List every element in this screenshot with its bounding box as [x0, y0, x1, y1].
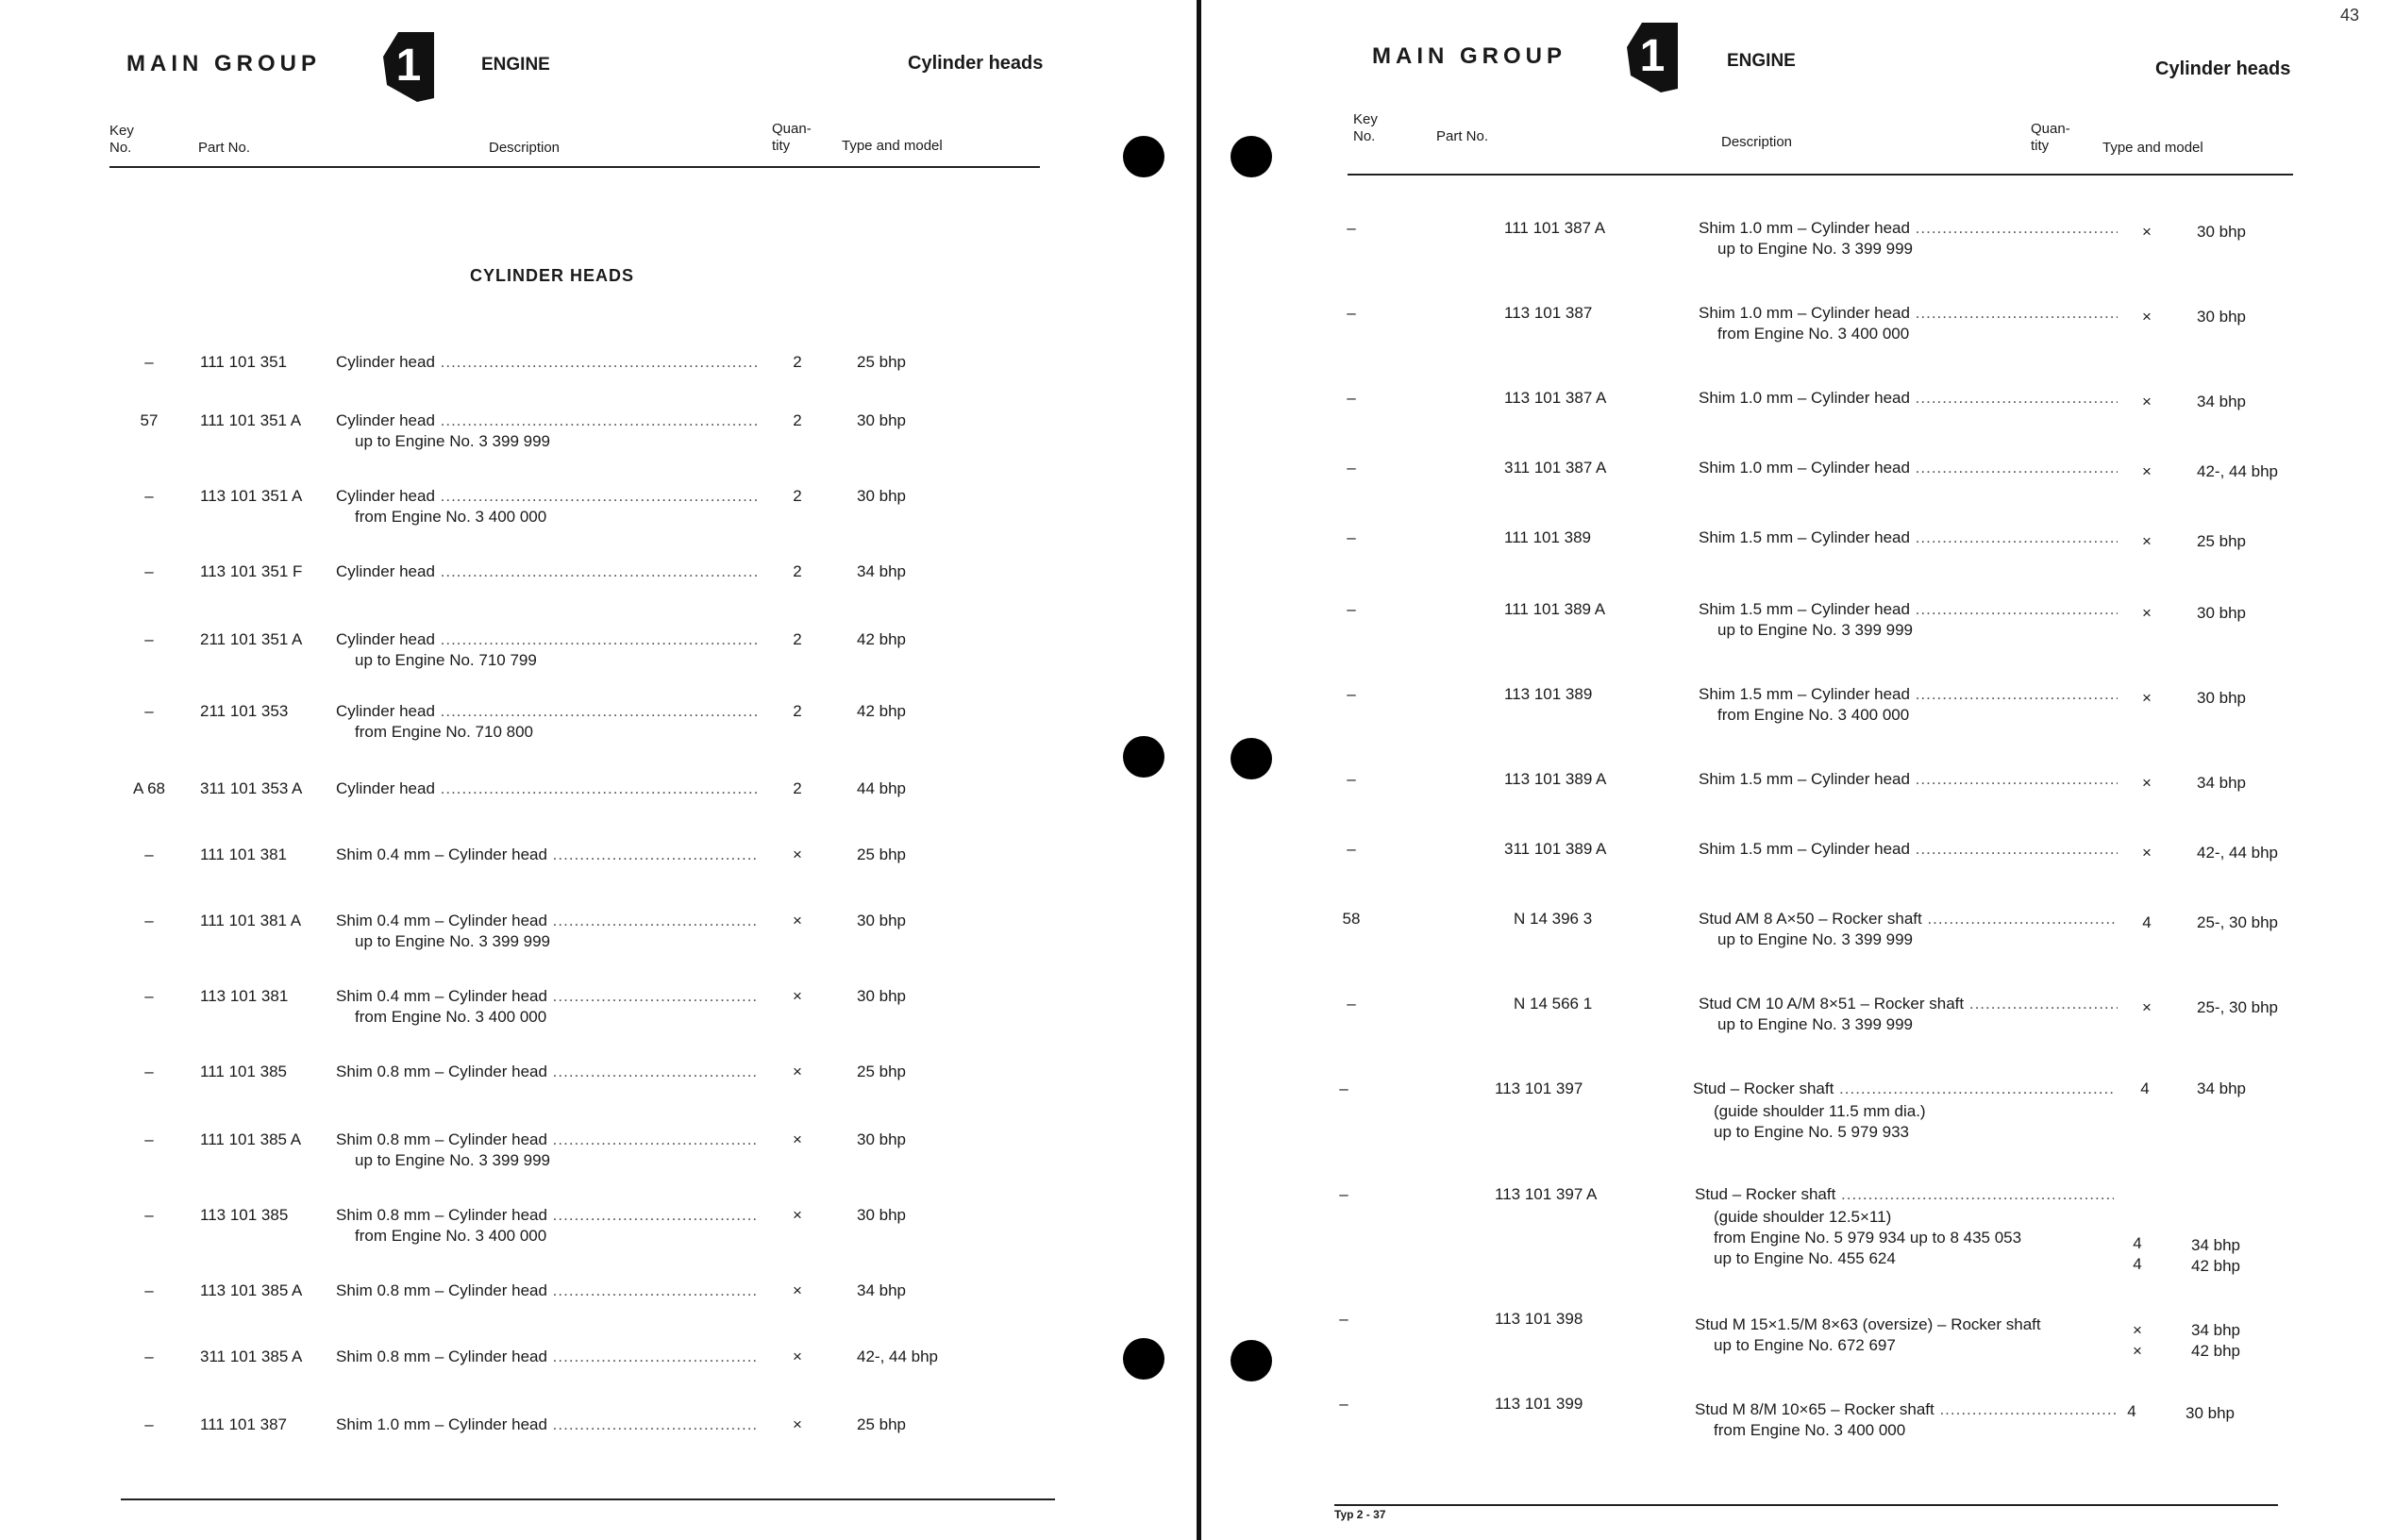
key-no: – — [1347, 600, 1356, 618]
part-no: 113 101 389 A — [1504, 770, 1607, 788]
group-name: ENGINE — [1727, 51, 1796, 71]
type-model: 30 bhp — [857, 987, 906, 1005]
quantity: × — [793, 1206, 802, 1224]
part-no: 211 101 353 — [200, 702, 289, 720]
quantity: × — [2142, 774, 2152, 792]
punch-hole — [1123, 136, 1164, 177]
table-row — [123, 1130, 1066, 1206]
type-model: 25 bhp — [857, 845, 906, 863]
quantity: 4 — [2133, 1234, 2142, 1252]
group-number-badge — [379, 28, 438, 104]
description-note: from Engine No. 3 400 000 — [355, 1008, 547, 1026]
part-no: 111 101 385 — [200, 1063, 288, 1080]
type-model: 42-, 44 bhp — [857, 1348, 939, 1365]
table-row — [1347, 840, 2297, 915]
page-fold — [1197, 0, 1201, 1540]
description: Shim 1.0 mm – Cylinder head ..... — [1699, 304, 2118, 323]
main-group-title: MAIN GROUP — [1372, 43, 1566, 69]
group-number: 1 — [395, 41, 422, 91]
key-no: – — [144, 702, 154, 720]
table-row — [123, 845, 1066, 921]
key-no: – — [144, 1415, 154, 1433]
table-row — [123, 1206, 1066, 1281]
description: Shim 1.0 mm – Cylinder head ..... — [1699, 459, 2118, 477]
table-row — [1347, 459, 2297, 534]
quantity: × — [793, 845, 802, 863]
col-type-model: Type and model — [842, 138, 943, 154]
quantity: 4 — [2140, 1080, 2150, 1097]
col-part-no: Part No. — [1436, 128, 1489, 144]
quantity: × — [2142, 223, 2152, 241]
key-no: – — [1339, 1310, 1348, 1328]
table-row — [1347, 685, 2297, 761]
type-model: 30 bhp — [857, 411, 906, 429]
quantity: 4 — [2133, 1255, 2142, 1273]
col-type-model: Type and model — [2102, 140, 2203, 156]
part-no: 113 101 399 — [1495, 1395, 1583, 1413]
key-no: – — [144, 1206, 154, 1224]
type-model: 30 bhp — [857, 1130, 906, 1148]
type-model: 34 bhp — [2197, 774, 2246, 792]
description-note: up to Engine No. 455 624 — [1714, 1249, 1896, 1267]
part-no: 113 101 387 — [1504, 304, 1593, 322]
type-model: 34 bhp — [2191, 1236, 2240, 1254]
type-model: 25 bhp — [857, 1415, 906, 1433]
description: Cylinder head ..... — [336, 411, 757, 430]
table-row — [123, 1281, 1066, 1357]
quantity: × — [2142, 689, 2152, 707]
table-row — [1347, 995, 2297, 1070]
description-note: (guide shoulder 12.5×11) — [1714, 1208, 1892, 1226]
description: Stud M 8/M 10×65 – Rocker shaft ..... — [1695, 1400, 2116, 1419]
description-note: up to Engine No. 3 399 999 — [1717, 240, 1913, 258]
description-note: up to Engine No. 3 399 999 — [1717, 1015, 1913, 1033]
type-model: 25 bhp — [857, 353, 906, 371]
section-name: Cylinder heads — [2155, 59, 2291, 79]
quantity: × — [2142, 532, 2152, 550]
type-model: 42 bhp — [857, 702, 906, 720]
key-no: – — [144, 845, 154, 863]
punch-hole — [1123, 1338, 1164, 1380]
type-model: 30 bhp — [857, 912, 906, 929]
description: Cylinder head ..... — [336, 562, 757, 581]
type-model: 30 bhp — [2197, 689, 2246, 707]
description: Shim 1.5 mm – Cylinder head ..... — [1699, 685, 2118, 704]
type-model: 42-, 44 bhp — [2197, 462, 2279, 480]
description-note: up to Engine No. 3 399 999 — [355, 1151, 550, 1169]
part-no: 111 101 387 A — [1504, 219, 1606, 237]
part-no: 113 101 385 A — [200, 1281, 303, 1299]
part-no: 113 101 351 A — [200, 487, 303, 505]
table-row — [1347, 528, 2297, 604]
table-row — [123, 562, 1066, 638]
type-model: 34 bhp — [857, 1281, 906, 1299]
type-model: 44 bhp — [857, 779, 906, 797]
description: Stud – Rocker shaft ..... — [1693, 1080, 2114, 1098]
part-no: 311 101 389 A — [1504, 840, 1607, 858]
left-page — [0, 0, 1197, 1540]
part-no: 211 101 351 A — [200, 630, 303, 648]
key-no: – — [144, 1348, 154, 1365]
quantity: × — [793, 1130, 802, 1148]
type-model: 30 bhp — [857, 487, 906, 505]
col-description: Description — [1721, 134, 1793, 150]
description: Cylinder head ..... — [336, 487, 757, 506]
description: Shim 0.8 mm – Cylinder head ..... — [336, 1281, 757, 1300]
type-model: 30 bhp — [2197, 223, 2246, 241]
description-note: (guide shoulder 11.5 mm dia.) — [1714, 1102, 1926, 1120]
type-model: 42 bhp — [857, 630, 906, 648]
quantity: × — [793, 1281, 802, 1299]
key-no: – — [1347, 685, 1356, 703]
key-no: – — [1347, 528, 1356, 546]
description-note: from Engine No. 3 400 000 — [1717, 325, 1910, 343]
description-note: from Engine No. 710 800 — [355, 723, 534, 741]
header-rule — [109, 166, 1040, 168]
description: Shim 0.8 mm – Cylinder head ..... — [336, 1206, 757, 1225]
footer-rule — [1334, 1504, 2278, 1506]
type-model: 42 bhp — [2191, 1342, 2240, 1360]
quantity: × — [2142, 604, 2152, 622]
quantity: 2 — [793, 702, 802, 720]
description-note: from Engine No. 5 979 934 up to 8 435 053 — [1714, 1229, 2022, 1247]
key-no: – — [144, 487, 154, 505]
table-row — [1339, 1310, 2297, 1366]
col-part-no: Part No. — [198, 140, 251, 156]
part-no: 111 101 385 A — [200, 1130, 302, 1148]
col-description: Description — [489, 140, 561, 156]
table-row — [1347, 770, 2297, 845]
part-no: 113 101 381 — [200, 987, 289, 1005]
part-no: 113 101 389 — [1504, 685, 1593, 703]
part-no: N 14 396 3 — [1514, 910, 1593, 928]
header-rule — [1348, 174, 2293, 176]
description-note: up to Engine No. 3 399 999 — [355, 432, 550, 450]
col-quantity: Quan- tity — [2031, 121, 2070, 154]
quantity: 2 — [793, 487, 802, 505]
description: Shim 1.5 mm – Cylinder head ..... — [1699, 600, 2118, 619]
description-note: from Engine No. 3 400 000 — [355, 508, 547, 526]
key-no: – — [144, 1281, 154, 1299]
key-no: – — [1339, 1395, 1348, 1413]
type-model: 30 bhp — [2186, 1404, 2235, 1422]
quantity: × — [2133, 1321, 2142, 1339]
quantity: × — [2142, 308, 2152, 326]
description-note: up to Engine No. 672 697 — [1714, 1336, 1896, 1354]
part-no: N 14 566 1 — [1514, 995, 1593, 1013]
quantity: 2 — [793, 630, 802, 648]
quantity: 4 — [2127, 1402, 2136, 1420]
table-row — [123, 411, 1066, 487]
part-no: 113 101 385 — [200, 1206, 289, 1224]
table-row — [123, 487, 1066, 562]
table-row — [123, 1415, 1066, 1491]
description: Stud AM 8 A×50 – Rocker shaft ..... — [1699, 910, 2118, 929]
page-number: 43 — [2340, 6, 2360, 25]
key-no: – — [1339, 1185, 1348, 1203]
type-model: 34 bhp — [2191, 1321, 2240, 1339]
description: Stud – Rocker shaft ..... — [1695, 1185, 2114, 1204]
quantity: 4 — [2142, 913, 2152, 931]
description: Shim 0.8 mm – Cylinder head ..... — [336, 1348, 757, 1366]
key-no: – — [144, 630, 154, 648]
description: Shim 1.0 mm – Cylinder head ..... — [1699, 219, 2118, 238]
type-model: 30 bhp — [2197, 308, 2246, 326]
type-model: 30 bhp — [2197, 604, 2246, 622]
description: Shim 0.4 mm – Cylinder head ..... — [336, 912, 757, 930]
part-no: 113 101 398 — [1495, 1310, 1583, 1328]
key-no: – — [1347, 995, 1356, 1013]
description: Shim 1.5 mm – Cylinder head ..... — [1699, 840, 2118, 859]
table-row — [1339, 1185, 2297, 1280]
part-no: 311 101 385 A — [200, 1348, 303, 1365]
part-no: 111 101 389 A — [1504, 600, 1606, 618]
quantity: × — [793, 987, 802, 1005]
description: Shim 1.5 mm – Cylinder head ..... — [1699, 528, 2118, 547]
key-no: – — [144, 562, 154, 580]
main-group-title: MAIN GROUP — [126, 51, 321, 76]
key-no: – — [1347, 219, 1356, 237]
description: Shim 1.0 mm – Cylinder head ..... — [336, 1415, 757, 1434]
table-row — [123, 630, 1066, 706]
part-no: 311 101 387 A — [1504, 459, 1607, 477]
type-model: 30 bhp — [857, 1206, 906, 1224]
part-no: 113 101 387 A — [1504, 389, 1607, 407]
description: Cylinder head ..... — [336, 630, 757, 649]
table-row — [1339, 1080, 2297, 1146]
quantity: 2 — [793, 562, 802, 580]
key-no: – — [1339, 1080, 1348, 1097]
key-no: – — [144, 1063, 154, 1080]
group-number-badge — [1623, 19, 1682, 94]
col-key-no: Key No. — [109, 123, 134, 156]
description-note: up to Engine No. 3 399 999 — [1717, 621, 1913, 639]
type-model: 34 bhp — [857, 562, 906, 580]
key-no: – — [144, 1130, 154, 1148]
quantity: 2 — [793, 353, 802, 371]
type-model: 34 bhp — [2197, 1080, 2246, 1097]
section-name: Cylinder heads — [908, 53, 1044, 74]
description: Stud M 15×1.5/M 8×63 (oversize) – Rocker shaft — [1695, 1315, 2041, 1333]
table-row — [1347, 389, 2297, 464]
description: Shim 0.8 mm – Cylinder head ..... — [336, 1063, 757, 1081]
part-no: 111 101 381 — [200, 845, 288, 863]
group-number: 1 — [1639, 31, 1666, 81]
key-no: – — [1347, 770, 1356, 788]
right-page — [1202, 0, 2395, 1540]
description: Stud CM 10 A/M 8×51 – Rocker shaft ..... — [1699, 995, 2118, 1013]
description: Shim 1.0 mm – Cylinder head ..... — [1699, 389, 2118, 408]
key-no: – — [1347, 840, 1356, 858]
description-note: up to Engine No. 3 399 999 — [355, 932, 550, 950]
key-no: – — [144, 353, 154, 371]
type-model: 25 bhp — [857, 1063, 906, 1080]
part-no: 311 101 353 A — [200, 779, 303, 797]
description: Cylinder head ..... — [336, 779, 757, 798]
description-note: up to Engine No. 5 979 933 — [1714, 1123, 1909, 1141]
type-model: 42-, 44 bhp — [2197, 844, 2279, 862]
part-no: 111 101 381 A — [200, 912, 302, 929]
type-model: 25-, 30 bhp — [2197, 913, 2279, 931]
description: Cylinder head ..... — [336, 353, 757, 372]
table-row — [1347, 219, 2297, 294]
key-no: 58 — [1342, 910, 1361, 928]
table-row — [1342, 910, 2297, 985]
punch-hole — [1123, 736, 1164, 778]
quantity: × — [2142, 393, 2152, 410]
description-note: up to Engine No. 3 399 999 — [1717, 930, 1913, 948]
quantity: × — [2142, 998, 2152, 1016]
key-no: A 68 — [132, 779, 166, 797]
part-no: 111 101 389 — [1504, 528, 1592, 546]
description: Shim 0.4 mm – Cylinder head ..... — [336, 987, 757, 1006]
key-no: – — [144, 912, 154, 929]
col-quantity: Quan- tity — [772, 121, 812, 154]
quantity: 2 — [793, 779, 802, 797]
type-model: 42 bhp — [2191, 1257, 2240, 1275]
quantity: × — [2133, 1342, 2142, 1360]
footer-rule — [121, 1498, 1055, 1500]
description: Shim 0.4 mm – Cylinder head ..... — [336, 845, 757, 864]
table-row — [1339, 1395, 2297, 1442]
part-no: 111 101 351 A — [200, 411, 302, 429]
table-row — [123, 779, 1066, 855]
table-row — [123, 1063, 1066, 1138]
description: Shim 0.8 mm – Cylinder head ..... — [336, 1130, 757, 1149]
description-note: from Engine No. 3 400 000 — [1714, 1421, 1906, 1439]
table-row — [1347, 600, 2297, 676]
table-row — [123, 912, 1066, 987]
table-row — [123, 987, 1066, 1063]
table-row — [123, 702, 1066, 778]
part-no: 113 101 351 F — [200, 562, 303, 580]
part-no: 113 101 397 A — [1495, 1185, 1598, 1203]
quantity: × — [793, 1063, 802, 1080]
key-no: – — [1347, 304, 1356, 322]
type-model: 25-, 30 bhp — [2197, 998, 2279, 1016]
description-note: from Engine No. 3 400 000 — [355, 1227, 547, 1245]
table-row — [1347, 304, 2297, 379]
key-no: 57 — [140, 411, 159, 429]
footer-label: Typ 2 - 37 — [1334, 1508, 1386, 1521]
quantity: × — [793, 1415, 802, 1433]
quantity: × — [793, 912, 802, 929]
col-key-no: Key No. — [1353, 111, 1378, 144]
section-title: CYLINDER HEADS — [470, 266, 635, 285]
description: Cylinder head ..... — [336, 702, 757, 721]
quantity: × — [2142, 844, 2152, 862]
type-model: 25 bhp — [2197, 532, 2246, 550]
key-no: – — [1347, 459, 1356, 477]
description: Shim 1.5 mm – Cylinder head ..... — [1699, 770, 2118, 789]
table-row — [123, 1348, 1066, 1423]
group-name: ENGINE — [481, 55, 550, 75]
description-note: up to Engine No. 710 799 — [355, 651, 537, 669]
key-no: – — [144, 987, 154, 1005]
part-no: 111 101 351 — [200, 353, 288, 371]
description-note: from Engine No. 3 400 000 — [1717, 706, 1910, 724]
part-no: 113 101 397 — [1495, 1080, 1583, 1097]
part-no: 111 101 387 — [200, 1415, 288, 1433]
quantity: × — [793, 1348, 802, 1365]
quantity: 2 — [793, 411, 802, 429]
quantity: × — [2142, 462, 2152, 480]
key-no: – — [1347, 389, 1356, 407]
type-model: 34 bhp — [2197, 393, 2246, 410]
